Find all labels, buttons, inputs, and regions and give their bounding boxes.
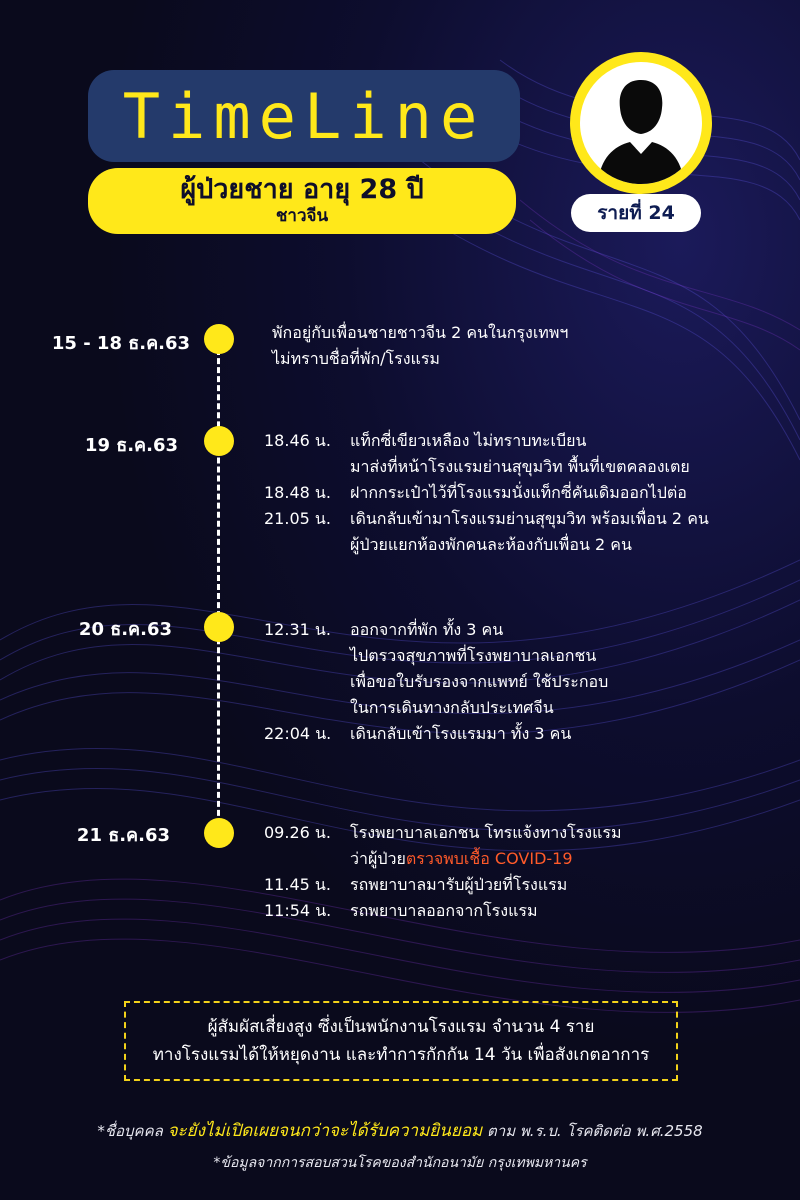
footnote-suffix: ตาม พ.ร.บ. โรคติดต่อ พ.ศ.2558 [482,1122,703,1140]
event-text: เดินกลับเข้าโรงแรมมา ทั้ง 3 คน [350,724,572,743]
timeline-date: 20 ธ.ค.63 [78,619,172,640]
event-text: แท็กซี่เขียวเหลือง ไม่ทราบทะเบียน [350,431,587,450]
timeline-date: 15 - 18 ธ.ค.63 [51,333,190,354]
event-text: เพื่อขอใบรับรองจากแพทย์ ใช้ประกอบ [350,672,609,691]
timeline-dot [204,612,234,642]
event-time: 11:54 น. [264,901,332,920]
event-time: 11.45 น. [264,875,331,894]
timeline-dot [204,818,234,848]
case-number-badge: รายที่ 24 [571,194,701,232]
timeline-date: 19 ธ.ค.63 [84,435,178,456]
event-text: ว่าผู้ป่วย [350,849,406,868]
event-time: 09.26 น. [264,823,331,842]
timeline-entry [264,617,608,747]
event-text: โรงพยาบาลเอกชน โทรแจ้งทางโรงแรม [350,823,622,842]
patient-description: ผู้ป่วยชาย อายุ 28 ปี [180,174,424,205]
person-silhouette-icon [580,62,702,184]
timeline-dot [204,324,234,354]
timeline-entry [264,820,622,924]
footnote-prefix: *ชื่อบุคคล [97,1122,168,1140]
event-text: ออกจากที่พัก ทั้ง 3 คน [350,620,504,639]
source-footnote: *ข้อมูลจากการสอบสวนโรคของสำนักอนามัย กรุงเทพมหานคร [213,1155,587,1171]
timeline-dot [204,426,234,456]
event-text: ฝากกระเป๋าไว้ที่โรงแรมนั่งแท็กซี่คันเดิมออกไปต่อ [350,483,687,502]
timeline-date: 21 ธ.ค.63 [76,825,170,846]
event-text: พักอยู่กับเพื่อนชายชาวจีน 2 คนในกรุงเทพฯ [272,323,569,342]
note-line: ทางโรงแรมได้ให้หยุดงาน และทำการกักกัน 14 วัน เพื่อสังเกตอาการ [152,1045,650,1065]
event-text: ผู้ป่วยแยกห้องพักคนละห้องกับเพื่อน 2 คน [350,535,632,554]
covid-highlight-text: ตรวจพบเชื้อ COVID-19 [405,849,573,868]
event-time: 22:04 น. [264,724,332,743]
event-time: 21.05 น. [264,509,331,528]
event-text: ไม่ทราบชื่อที่พัก/โรงแรม [272,349,440,368]
event-text: รถพยาบาลมารับผู้ป่วยที่โรงแรม [350,875,568,894]
timeline-entry [272,320,568,372]
patient-nationality: ชาวจีน [275,206,329,226]
event-text: รถพยาบาลออกจากโรงแรม [350,901,538,920]
contact-note-box [124,1001,678,1081]
timeline-entry [264,428,709,558]
event-text: ไปตรวจสุขภาพที่โรงพยาบาลเอกชน [350,646,597,665]
footnote-highlight: จะยังไม่เปิดเผยจนกว่าจะได้รับความยินยอม [167,1121,483,1141]
note-line: ผู้สัมผัสเสี่ยงสูง ซึ่งเป็นพนักงานโรงแรม จำนวน 4 ราย [207,1017,595,1037]
event-time: 18.48 น. [264,483,331,502]
event-text: เดินกลับเข้ามาโรงแรมย่านสุขุมวิท พร้อมเพื่อน 2 คน [350,509,709,528]
page-title: TimeLine [122,79,486,153]
event-time: 18.46 น. [264,431,331,450]
privacy-footnote [0,1117,800,1144]
event-text: มาส่งที่หน้าโรงแรมย่านสุขุมวิท พื้นที่เขตคลองเตย [350,457,690,476]
event-text: ในการเดินทางกลับประเทศจีน [350,698,554,717]
timeline-connector [217,340,220,834]
title-banner [88,70,520,162]
event-time: 12.31 น. [264,620,331,639]
patient-info-banner [88,168,516,234]
avatar [570,52,712,194]
